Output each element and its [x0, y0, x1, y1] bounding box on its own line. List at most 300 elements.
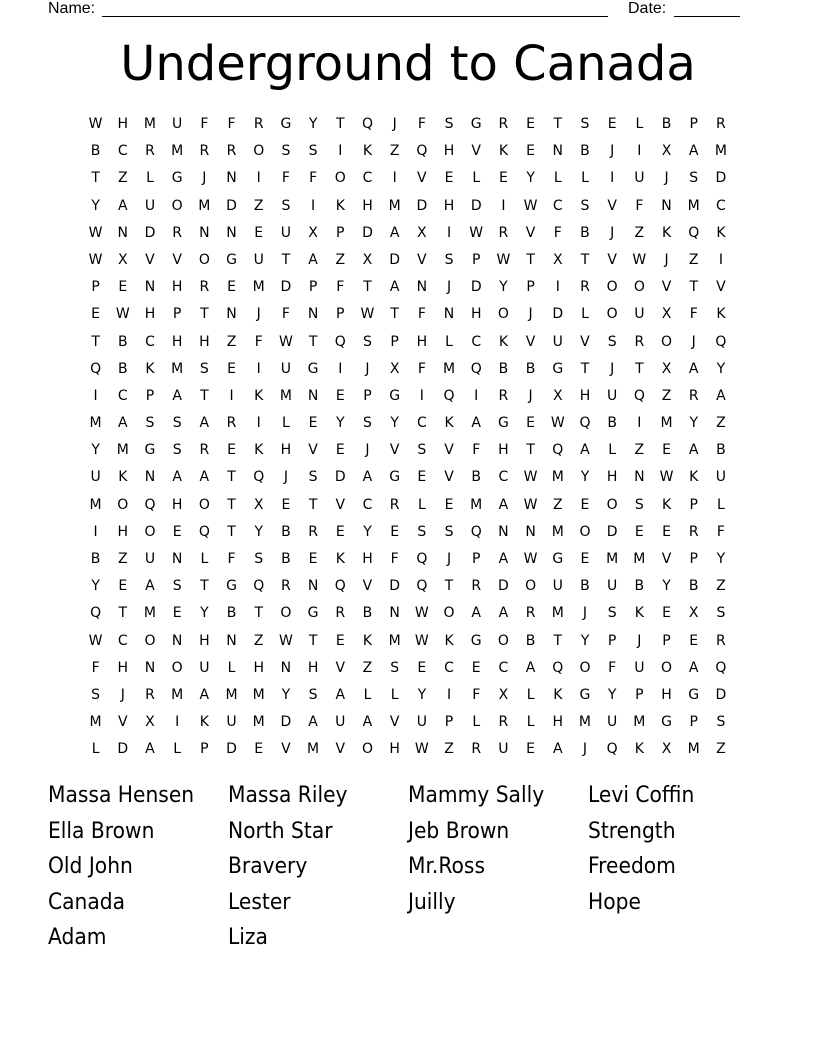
grid-letter[interactable]: D — [226, 197, 237, 214]
grid-letter[interactable]: Z — [117, 551, 128, 567]
grid-letter[interactable]: S — [417, 442, 427, 459]
grid-letter[interactable]: F — [472, 442, 481, 459]
grid-letter[interactable]: M — [388, 197, 401, 214]
grid-letter[interactable]: F — [553, 224, 562, 241]
grid-letter[interactable]: J — [446, 551, 452, 567]
grid-letter[interactable]: U — [226, 714, 237, 731]
grid-letter[interactable]: B — [525, 360, 536, 377]
grid-letter[interactable]: S — [199, 360, 209, 377]
grid-letter[interactable]: D — [226, 741, 237, 758]
grid-letter[interactable]: T — [526, 442, 535, 459]
grid-letter[interactable]: J — [582, 605, 588, 622]
grid-letter[interactable]: R — [389, 496, 400, 513]
grid-letter[interactable]: K — [362, 143, 373, 160]
grid-letter[interactable]: S — [444, 116, 454, 132]
grid-letter[interactable]: R — [226, 143, 237, 160]
grid-letter[interactable]: Z — [335, 251, 346, 268]
grid-letter[interactable]: H — [307, 659, 319, 676]
grid-letter[interactable]: B — [688, 578, 699, 595]
grid-letter[interactable]: R — [145, 686, 155, 703]
grid-letter[interactable]: B — [661, 116, 672, 132]
grid-letter[interactable]: I — [256, 170, 261, 187]
grid-letter[interactable]: D — [552, 306, 564, 323]
grid-letter[interactable]: H — [171, 496, 183, 513]
grid-letter[interactable]: Y — [607, 686, 617, 703]
grid-letter[interactable]: D — [144, 224, 156, 241]
grid-letter[interactable]: O — [117, 496, 129, 513]
grid-letter[interactable]: M — [551, 523, 564, 540]
grid-letter[interactable]: H — [253, 659, 264, 676]
grid-letter[interactable]: U — [607, 578, 618, 595]
grid-letter[interactable]: G — [307, 605, 319, 622]
grid-letter[interactable]: A — [688, 360, 699, 377]
grid-letter[interactable]: S — [172, 415, 182, 432]
grid-letter[interactable]: K — [498, 333, 508, 350]
grid-letter[interactable]: M — [89, 714, 102, 731]
grid-letter[interactable]: E — [308, 551, 318, 567]
grid-letter[interactable]: R — [525, 605, 536, 622]
grid-letter[interactable]: O — [361, 741, 373, 758]
grid-letter[interactable]: J — [528, 387, 533, 404]
grid-letter[interactable]: H — [117, 523, 129, 540]
grid-letter[interactable]: R — [308, 523, 318, 540]
grid-letter[interactable]: Y — [91, 578, 100, 595]
grid-letter[interactable]: H — [280, 442, 292, 459]
grid-letter[interactable]: G — [389, 469, 401, 486]
grid-letter[interactable]: Q — [470, 523, 482, 540]
grid-letter[interactable]: A — [117, 415, 128, 432]
grid-letter[interactable]: E — [607, 116, 617, 132]
grid-letter[interactable]: E — [471, 659, 481, 676]
grid-letter[interactable]: X — [552, 387, 563, 404]
grid-letter[interactable]: C — [145, 333, 155, 350]
grid-letter[interactable]: A — [552, 741, 563, 758]
grid-letter[interactable]: L — [472, 170, 481, 187]
grid-letter[interactable]: C — [416, 415, 427, 432]
grid-letter[interactable]: H — [199, 632, 210, 649]
grid-letter[interactable]: V — [444, 442, 454, 459]
grid-letter[interactable]: K — [553, 686, 563, 703]
grid-letter[interactable]: G — [171, 170, 183, 187]
grid-letter[interactable]: M — [279, 387, 292, 404]
grid-letter[interactable]: P — [471, 551, 481, 567]
grid-letter[interactable]: H — [498, 442, 509, 459]
grid-letter[interactable]: W — [469, 224, 484, 241]
grid-letter[interactable]: O — [280, 605, 292, 622]
grid-letter[interactable]: Z — [552, 496, 563, 513]
grid-letter[interactable]: I — [637, 143, 642, 160]
grid-letter[interactable]: O — [579, 659, 591, 676]
grid-letter[interactable]: W — [659, 469, 674, 486]
grid-letter[interactable]: W — [414, 605, 429, 622]
grid-letter[interactable]: K — [145, 360, 155, 377]
grid-letter[interactable]: Y — [91, 442, 100, 459]
grid-letter[interactable]: N — [307, 578, 319, 595]
grid-letter[interactable]: Z — [253, 632, 264, 649]
grid-letter[interactable]: O — [497, 632, 509, 649]
grid-letter[interactable]: L — [200, 551, 209, 567]
grid-letter[interactable]: H — [117, 659, 129, 676]
grid-letter[interactable]: V — [525, 224, 536, 241]
grid-letter[interactable]: T — [227, 469, 236, 486]
grid-letter[interactable]: P — [444, 714, 454, 731]
grid-letter[interactable]: V — [471, 143, 481, 160]
grid-letter[interactable]: M — [442, 360, 456, 377]
grid-letter[interactable]: C — [716, 197, 726, 214]
grid-letter[interactable]: W — [88, 116, 103, 132]
grid-letter[interactable]: P — [662, 632, 671, 649]
grid-letter[interactable]: D — [362, 224, 373, 241]
grid-letter[interactable]: A — [498, 605, 509, 622]
grid-letter[interactable]: T — [580, 251, 590, 268]
grid-letter[interactable]: L — [445, 333, 453, 350]
grid-letter[interactable]: T — [91, 170, 100, 187]
grid-letter[interactable]: T — [390, 306, 399, 323]
grid-letter[interactable]: N — [144, 279, 156, 296]
grid-letter[interactable]: I — [718, 251, 723, 268]
grid-letter[interactable]: B — [580, 578, 590, 595]
grid-letter[interactable]: X — [308, 224, 318, 241]
grid-letter[interactable]: H — [144, 306, 156, 323]
grid-letter[interactable]: A — [389, 279, 400, 296]
grid-letter[interactable]: V — [362, 578, 373, 595]
grid-letter[interactable]: E — [526, 116, 536, 132]
grid-letter[interactable]: A — [688, 659, 699, 676]
grid-letter[interactable]: L — [390, 686, 399, 703]
grid-letter[interactable]: J — [664, 251, 669, 268]
grid-letter[interactable]: L — [227, 659, 236, 676]
grid-letter[interactable]: Y — [363, 523, 372, 540]
grid-letter[interactable]: F — [200, 116, 209, 132]
grid-letter[interactable]: J — [256, 306, 261, 323]
grid-letter[interactable]: N — [661, 197, 672, 214]
grid-letter[interactable]: N — [552, 143, 564, 160]
grid-letter[interactable]: F — [390, 551, 399, 567]
grid-letter[interactable]: F — [417, 306, 426, 323]
grid-letter[interactable]: H — [579, 387, 591, 404]
grid-letter[interactable]: X — [661, 741, 672, 758]
grid-letter[interactable]: T — [227, 523, 236, 540]
grid-letter[interactable]: B — [362, 605, 373, 622]
grid-letter[interactable]: E — [634, 523, 644, 540]
grid-letter[interactable]: I — [446, 686, 452, 703]
grid-letter[interactable]: O — [144, 523, 156, 540]
grid-letter[interactable]: R — [498, 387, 509, 404]
grid-letter[interactable]: O — [661, 659, 673, 676]
grid-letter[interactable]: J — [528, 306, 533, 323]
grid-letter[interactable]: A — [308, 251, 318, 268]
grid-letter[interactable]: X — [498, 686, 509, 703]
grid-letter[interactable]: O — [443, 605, 455, 622]
grid-letter[interactable]: K — [661, 224, 672, 241]
grid-letter[interactable]: F — [91, 659, 100, 676]
grid-letter[interactable]: P — [336, 224, 345, 241]
grid-letter[interactable]: U — [280, 360, 292, 377]
grid-letter[interactable]: N — [117, 224, 129, 241]
grid-letter[interactable]: N — [634, 469, 645, 486]
grid-letter[interactable]: A — [525, 659, 536, 676]
grid-letter[interactable]: X — [417, 224, 427, 241]
grid-letter[interactable]: O — [497, 306, 509, 323]
grid-letter[interactable]: M — [171, 360, 184, 377]
grid-letter[interactable]: F — [689, 306, 698, 323]
grid-letter[interactable]: A — [117, 197, 128, 214]
grid-letter[interactable]: A — [199, 469, 210, 486]
grid-letter[interactable]: P — [526, 279, 535, 296]
grid-letter[interactable]: X — [552, 251, 563, 268]
grid-letter[interactable]: E — [335, 632, 345, 649]
grid-letter[interactable]: V — [281, 741, 291, 758]
grid-letter[interactable]: P — [145, 387, 155, 404]
grid-letter[interactable]: C — [498, 659, 509, 676]
grid-letter[interactable]: K — [634, 741, 644, 758]
grid-letter[interactable]: S — [172, 578, 182, 595]
grid-letter[interactable]: N — [226, 632, 237, 649]
grid-letter[interactable]: J — [691, 333, 696, 350]
grid-letter[interactable]: H — [470, 306, 482, 323]
grid-letter[interactable]: A — [199, 415, 210, 432]
grid-letter[interactable]: O — [606, 306, 618, 323]
grid-letter[interactable]: E — [662, 523, 671, 540]
grid-letter[interactable]: L — [608, 442, 617, 459]
grid-letter[interactable]: Z — [444, 741, 454, 758]
grid-letter[interactable]: E — [417, 659, 427, 676]
grid-letter[interactable]: J — [664, 170, 669, 187]
grid-letter[interactable]: B — [90, 143, 101, 160]
grid-letter[interactable]: B — [471, 469, 482, 486]
grid-letter[interactable]: H — [606, 469, 618, 486]
grid-letter[interactable]: G — [307, 360, 319, 377]
grid-letter[interactable]: W — [360, 306, 375, 323]
grid-letter[interactable]: N — [199, 224, 210, 241]
grid-letter[interactable]: Q — [253, 469, 265, 486]
grid-letter[interactable]: Q — [688, 224, 700, 241]
grid-letter[interactable]: T — [580, 360, 590, 377]
grid-letter[interactable]: L — [472, 714, 481, 731]
grid-letter[interactable]: R — [172, 224, 183, 241]
grid-letter[interactable]: Y — [716, 551, 726, 567]
grid-letter[interactable]: M — [578, 714, 592, 731]
grid-letter[interactable]: D — [715, 170, 727, 187]
grid-letter[interactable]: U — [335, 714, 346, 731]
grid-letter[interactable]: I — [175, 714, 180, 731]
grid-letter[interactable]: L — [282, 415, 290, 432]
grid-letter[interactable]: E — [227, 360, 236, 377]
grid-letter[interactable]: Y — [336, 415, 345, 432]
grid-letter[interactable]: E — [335, 442, 345, 459]
grid-letter[interactable]: B — [281, 523, 291, 540]
grid-letter[interactable]: Q — [416, 551, 428, 567]
grid-letter[interactable]: W — [523, 469, 538, 486]
grid-letter[interactable]: E — [281, 496, 291, 513]
grid-letter[interactable]: U — [498, 741, 509, 758]
grid-letter[interactable]: D — [498, 578, 509, 595]
grid-letter[interactable]: K — [444, 415, 454, 432]
grid-letter[interactable]: U — [607, 387, 618, 404]
grid-letter[interactable]: I — [256, 415, 261, 432]
grid-letter[interactable]: G — [552, 551, 564, 567]
grid-letter[interactable]: T — [281, 251, 291, 268]
grid-letter[interactable]: I — [392, 170, 397, 187]
grid-letter[interactable]: K — [716, 306, 726, 323]
grid-letter[interactable]: K — [335, 551, 345, 567]
grid-letter[interactable]: L — [717, 496, 725, 513]
grid-letter[interactable]: N — [389, 605, 400, 622]
grid-letter[interactable]: O — [525, 578, 537, 595]
grid-letter[interactable]: W — [496, 251, 511, 268]
grid-letter[interactable]: T — [308, 632, 318, 649]
grid-letter[interactable]: D — [470, 197, 482, 214]
grid-letter[interactable]: J — [637, 632, 642, 649]
grid-letter[interactable]: E — [308, 415, 318, 432]
grid-letter[interactable]: V — [444, 469, 454, 486]
grid-letter[interactable]: R — [634, 333, 645, 350]
grid-letter[interactable]: G — [661, 714, 672, 731]
grid-letter[interactable]: Y — [499, 279, 508, 296]
grid-letter[interactable]: Y — [390, 415, 399, 432]
grid-letter[interactable]: I — [229, 387, 234, 404]
grid-letter[interactable]: J — [610, 224, 615, 241]
grid-letter[interactable]: R — [580, 279, 590, 296]
grid-letter[interactable]: B — [525, 632, 536, 649]
grid-letter[interactable]: U — [144, 551, 156, 567]
grid-letter[interactable]: M — [687, 741, 700, 758]
grid-letter[interactable]: J — [365, 442, 370, 459]
grid-letter[interactable]: S — [281, 197, 291, 214]
grid-letter[interactable]: C — [117, 143, 128, 160]
grid-letter[interactable]: U — [634, 306, 645, 323]
grid-letter[interactable]: D — [280, 279, 292, 296]
grid-letter[interactable]: D — [389, 251, 401, 268]
grid-letter[interactable]: M — [89, 415, 102, 432]
grid-letter[interactable]: M — [633, 714, 646, 731]
grid-letter[interactable]: O — [253, 143, 265, 160]
grid-letter[interactable]: J — [446, 279, 452, 296]
grid-letter[interactable]: P — [336, 306, 345, 323]
grid-letter[interactable]: Z — [389, 143, 400, 160]
grid-letter[interactable]: D — [280, 714, 292, 731]
grid-letter[interactable]: F — [472, 686, 481, 703]
grid-letter[interactable]: Q — [90, 605, 102, 622]
grid-letter[interactable]: Q — [198, 523, 210, 540]
grid-letter[interactable]: M — [551, 605, 564, 622]
grid-letter[interactable]: E — [91, 306, 101, 323]
grid-letter[interactable]: A — [362, 714, 373, 731]
grid-letter[interactable]: C — [362, 170, 373, 187]
grid-letter[interactable]: S — [308, 686, 318, 703]
grid-letter[interactable]: Z — [634, 224, 645, 241]
grid-letter[interactable]: N — [171, 551, 183, 567]
grid-letter[interactable]: K — [362, 632, 373, 649]
grid-letter[interactable]: L — [635, 116, 644, 132]
grid-letter[interactable]: L — [173, 741, 182, 758]
grid-letter[interactable]: S — [716, 714, 726, 731]
grid-letter[interactable]: A — [145, 578, 155, 595]
grid-letter[interactable]: L — [363, 686, 372, 703]
grid-letter[interactable]: J — [283, 469, 288, 486]
grid-letter[interactable]: J — [392, 116, 397, 132]
grid-letter[interactable]: Q — [579, 415, 591, 432]
grid-letter[interactable]: J — [610, 360, 615, 377]
grid-letter[interactable]: S — [363, 333, 372, 350]
grid-letter[interactable]: M — [143, 605, 157, 622]
grid-letter[interactable]: W — [632, 251, 647, 268]
grid-letter[interactable]: F — [608, 659, 617, 676]
grid-letter[interactable]: V — [607, 197, 617, 214]
grid-letter[interactable]: A — [389, 224, 400, 241]
grid-letter[interactable]: B — [634, 578, 645, 595]
grid-letter[interactable]: G — [226, 251, 237, 268]
grid-letter[interactable]: S — [172, 442, 182, 459]
grid-letter[interactable]: E — [118, 279, 128, 296]
grid-letter[interactable]: B — [580, 143, 590, 160]
grid-letter[interactable]: D — [117, 741, 129, 758]
grid-letter[interactable]: U — [199, 659, 210, 676]
grid-letter[interactable]: F — [254, 333, 263, 350]
grid-letter[interactable]: E — [526, 143, 536, 160]
grid-letter[interactable]: J — [120, 686, 125, 703]
grid-letter[interactable]: T — [227, 496, 236, 513]
grid-letter[interactable]: Z — [253, 197, 264, 214]
grid-letter[interactable]: V — [172, 251, 182, 268]
grid-letter[interactable]: X — [661, 143, 672, 160]
grid-letter[interactable]: E — [254, 224, 264, 241]
grid-letter[interactable]: Y — [526, 170, 535, 187]
grid-letter[interactable]: W — [88, 632, 103, 649]
grid-letter[interactable]: A — [498, 551, 509, 567]
grid-letter[interactable]: L — [581, 306, 589, 323]
grid-letter[interactable]: O — [579, 523, 591, 540]
grid-letter[interactable]: I — [610, 170, 615, 187]
grid-letter[interactable]: F — [227, 551, 236, 567]
grid-letter[interactable]: M — [225, 686, 238, 703]
grid-letter[interactable]: M — [171, 686, 184, 703]
grid-letter[interactable]: Q — [253, 578, 265, 595]
grid-letter[interactable]: B — [117, 360, 128, 377]
grid-letter[interactable]: W — [278, 333, 293, 350]
grid-letter[interactable]: Q — [334, 333, 346, 350]
grid-letter[interactable]: Y — [689, 415, 698, 432]
grid-letter[interactable]: V — [661, 551, 672, 567]
grid-letter[interactable]: V — [335, 496, 346, 513]
grid-letter[interactable]: Q — [416, 578, 428, 595]
grid-letter[interactable]: C — [117, 387, 128, 404]
grid-letter[interactable]: M — [198, 197, 211, 214]
grid-letter[interactable]: F — [281, 306, 290, 323]
grid-letter[interactable]: Q — [606, 741, 618, 758]
grid-letter[interactable]: R — [471, 578, 482, 595]
grid-letter[interactable]: X — [117, 251, 128, 268]
grid-letter[interactable]: Q — [552, 659, 564, 676]
grid-letter[interactable]: R — [471, 741, 482, 758]
grid-letter[interactable]: U — [280, 224, 292, 241]
grid-letter[interactable]: F — [309, 170, 318, 187]
grid-letter[interactable]: B — [226, 605, 237, 622]
grid-letter[interactable]: M — [687, 197, 700, 214]
grid-letter[interactable]: E — [172, 523, 182, 540]
grid-letter[interactable]: W — [523, 496, 538, 513]
grid-letter[interactable]: Q — [552, 442, 564, 459]
grid-letter[interactable]: B — [90, 551, 101, 567]
grid-letter[interactable]: P — [689, 116, 698, 132]
grid-letter[interactable]: A — [199, 686, 210, 703]
grid-letter[interactable]: F — [227, 116, 236, 132]
grid-letter[interactable]: U — [416, 714, 427, 731]
grid-letter[interactable]: E — [254, 741, 264, 758]
grid-letter[interactable]: S — [145, 415, 155, 432]
grid-letter[interactable]: F — [336, 279, 345, 296]
grid-letter[interactable]: I — [637, 415, 642, 432]
